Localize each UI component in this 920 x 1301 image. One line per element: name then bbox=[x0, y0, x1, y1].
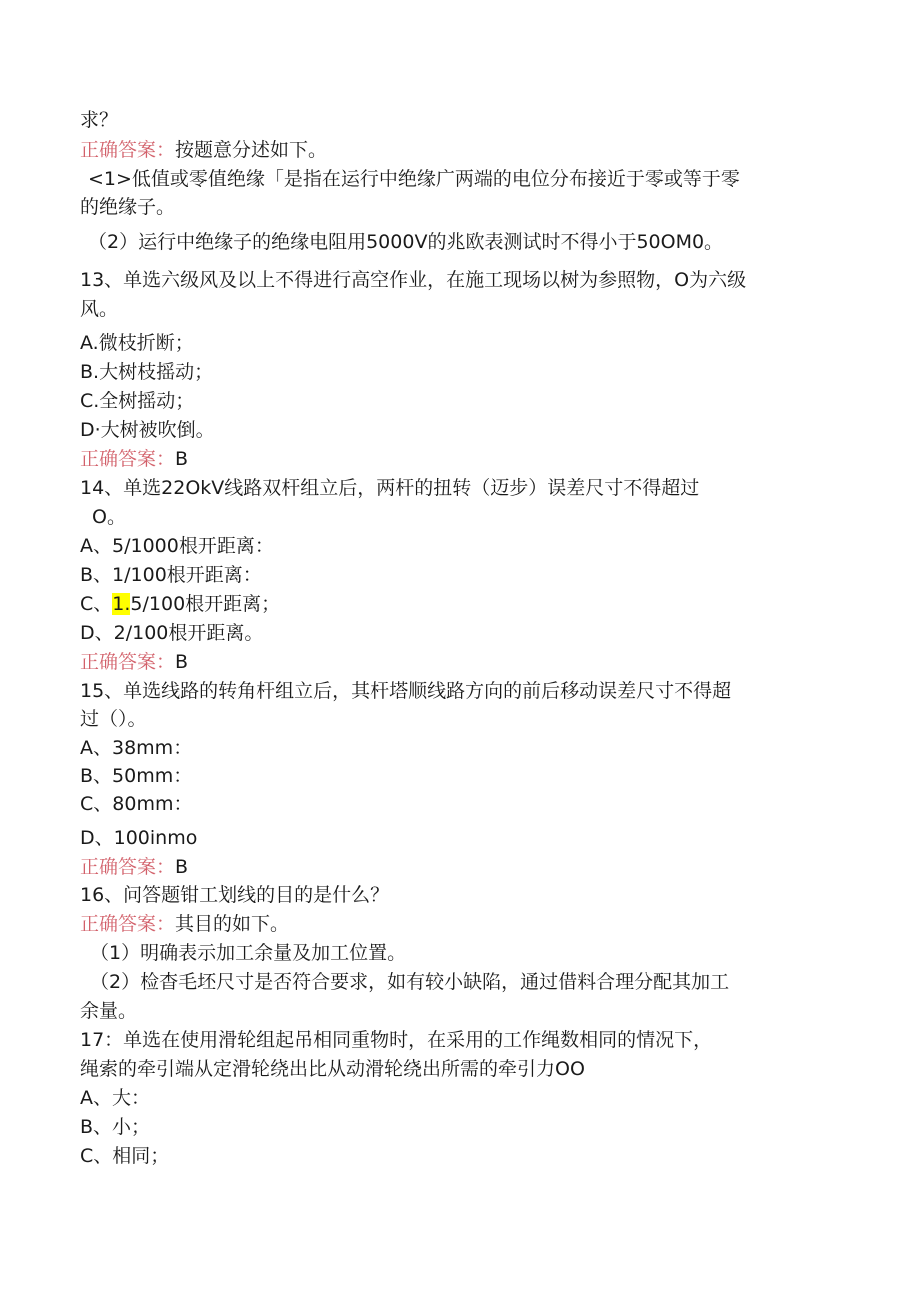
option-a: A、38mm： bbox=[80, 737, 193, 759]
answer-detail: 的绝缘子。 bbox=[80, 196, 176, 218]
question-13: 13、单选六级风及以上不得进行高空作业，在施工现场以树为参照物，O为六级 bbox=[80, 269, 747, 291]
question-15-cont: 过（）。 bbox=[80, 708, 147, 730]
answer-text: B bbox=[175, 856, 189, 878]
answer-text: B bbox=[175, 448, 189, 470]
answer-line bbox=[80, 446, 188, 472]
question-14-cont: O。 bbox=[92, 506, 126, 528]
option-b: B、小； bbox=[80, 1116, 151, 1138]
highlight-mark: 1. bbox=[112, 593, 131, 615]
option-d: D·大树被吹倒。 bbox=[80, 419, 215, 441]
question-17-cont: 绳索的牵引端从定滑轮绕出比从动滑轮绕出所需的牵引力OO bbox=[80, 1058, 585, 1080]
question-continuation: 求？ bbox=[80, 109, 119, 131]
question-13-cont: 风。 bbox=[80, 298, 119, 320]
answer-detail: （2）检杳毛坯尺寸是否符合要求，如有较小缺陷，通过借料合理分配其加工 bbox=[90, 971, 730, 993]
option-c: C、相同； bbox=[80, 1145, 170, 1167]
answer-line bbox=[80, 137, 327, 163]
answer-label: 正确答案： bbox=[80, 651, 176, 673]
question-16: 16、问答题钳工划线的目的是什么？ bbox=[80, 884, 390, 906]
option-text: 5/100根开距离； bbox=[130, 593, 281, 615]
question-14: 14、单选22OkV线路双杆组立后，两杆的扭转（迈步）误差尺寸不得超过 bbox=[80, 477, 700, 499]
option-d: D、2/100根开距离。 bbox=[80, 622, 264, 644]
option-a: A、大： bbox=[80, 1087, 150, 1109]
answer-line bbox=[80, 649, 188, 675]
option-c: C.全树摇动； bbox=[80, 390, 195, 412]
answer-detail: （2）运行中绝缘子的绝缘电阻用5000V的兆欧表测试时不得小于50OM0。 bbox=[88, 231, 724, 253]
answer-text: B bbox=[175, 651, 189, 673]
option-b: B.大树枝摇动； bbox=[80, 361, 214, 383]
option-d: D、100inmo bbox=[80, 827, 198, 849]
answer-label: 正确答案： bbox=[80, 448, 176, 470]
answer-detail: 余量。 bbox=[80, 1000, 138, 1022]
option-c: C、80mm： bbox=[80, 793, 193, 815]
answer-line bbox=[80, 911, 289, 937]
option-c bbox=[80, 591, 280, 617]
question-17: 17：单选在使用滑轮组起吊相同重物时，在采用的工作绳数相同的情况下， bbox=[80, 1029, 713, 1051]
option-prefix: C、 bbox=[80, 593, 113, 615]
answer-text: 其目的如下。 bbox=[175, 913, 290, 935]
option-a: A.微枝折断； bbox=[80, 332, 194, 354]
answer-detail: （1）明确表示加工余量及加工位置。 bbox=[90, 942, 407, 964]
answer-text: 按题意分述如下。 bbox=[175, 139, 328, 161]
option-a: A、5/1000根开距离： bbox=[80, 535, 274, 557]
answer-label: 正确答案： bbox=[80, 856, 176, 878]
answer-detail: <1>低值或零值绝缘「是指在运行中绝缘广两端的电位分布接近于零或等于零 bbox=[88, 168, 740, 190]
answer-label: 正确答案： bbox=[80, 139, 176, 161]
option-b: B、1/100根开距离： bbox=[80, 564, 262, 586]
question-15: 15、单选线路的转角杆组立后，其杆塔顺线路方向的前后移动误差尺寸不得超 bbox=[80, 680, 732, 702]
answer-label: 正确答案： bbox=[80, 913, 176, 935]
answer-line bbox=[80, 854, 188, 880]
option-b: B、50mm： bbox=[80, 765, 193, 787]
